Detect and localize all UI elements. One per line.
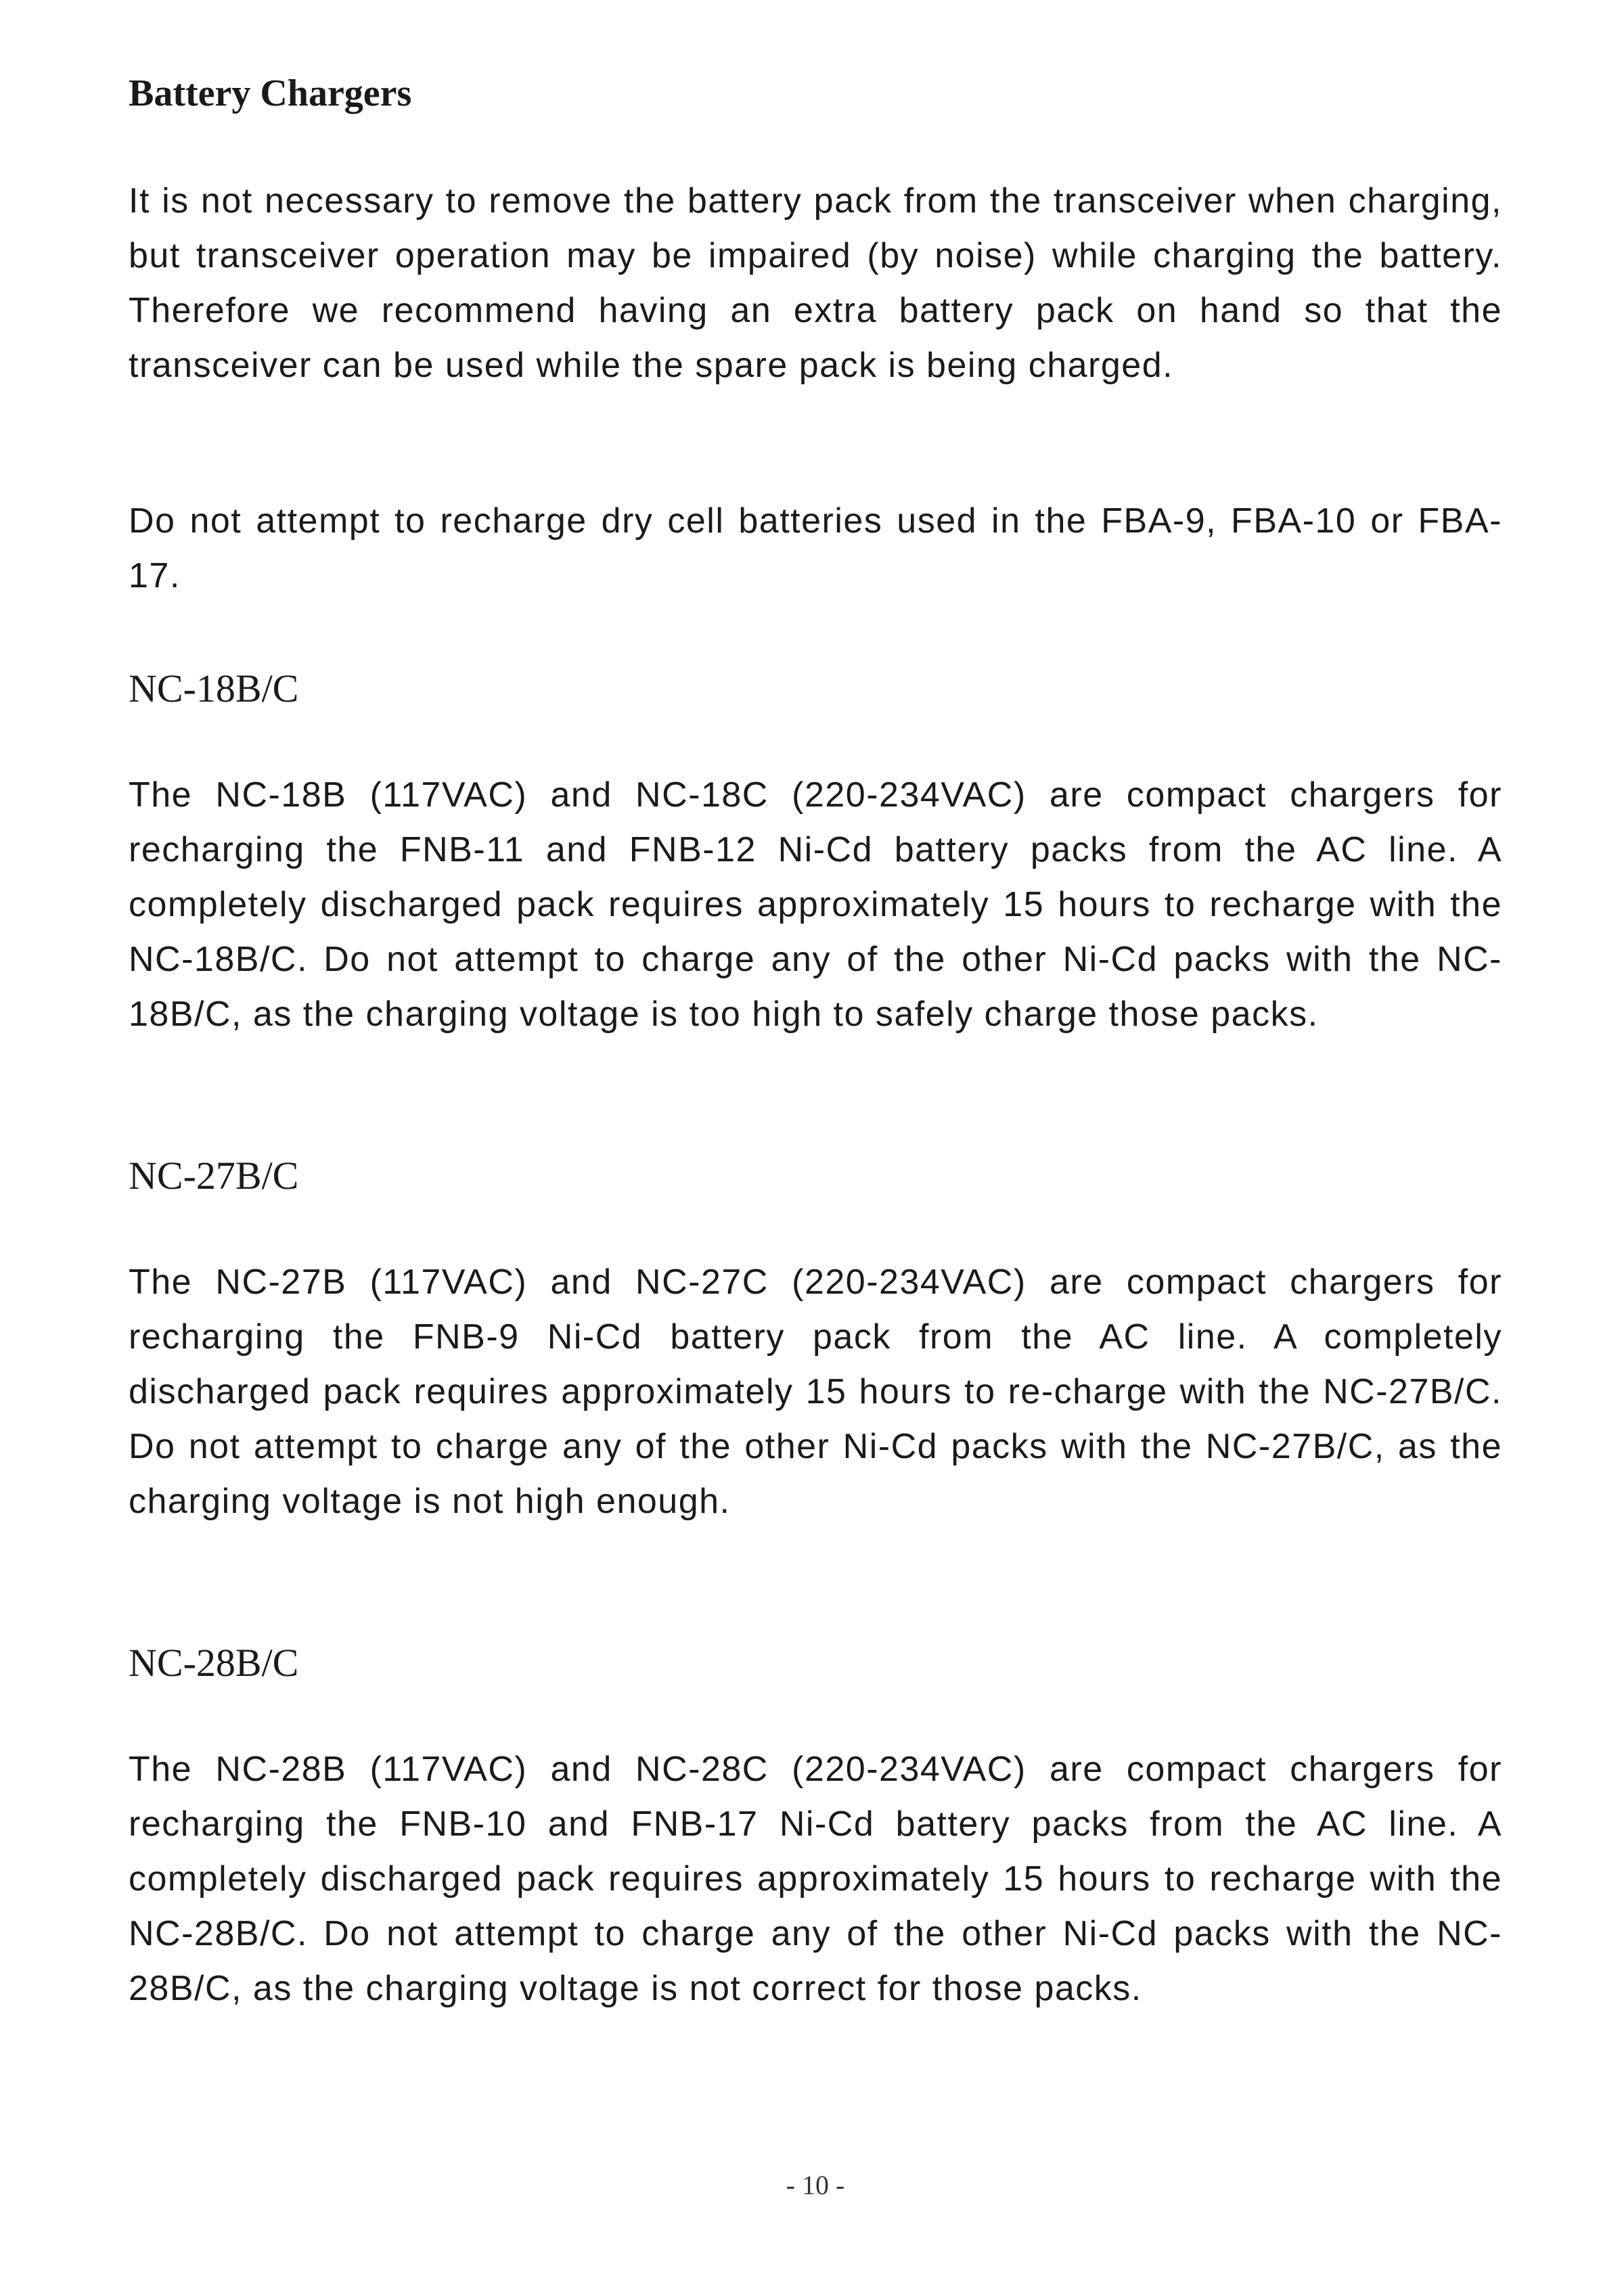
manual-page xyxy=(129,0,1502,2272)
section-heading-nc-27bc: NC-27B/C xyxy=(129,1154,299,1198)
section-body-nc-18bc: The NC-18B (117VAC) and NC-18C (220-234VAC) are compact chargers for recharging the FNB-11 and FNB-12 Ni-Cd battery packs from the AC line. A completely discharged pack requires approximately 15 hours to recharge with the NC-18B/C. Do not attempt to charge any of the other Ni-Cd packs with the NC-18B/C, as the charging voltage is too high to safely charge those packs. xyxy=(129,775,1502,1034)
page-number: - 10 - xyxy=(786,2170,845,2200)
section-body-nc-28bc: The NC-28B (117VAC) and NC-28C (220-234VAC) are compact chargers for recharging the FNB-10 and FNB-17 Ni-Cd battery packs from the AC line. A completely discharged pack requires approximately 15 hours to recharge with the NC-28B/C. Do not attempt to charge any of the other Ni-Cd packs with the NC-28B/C, as the charging voltage is not correct for those packs. xyxy=(129,1750,1502,2008)
intro-paragraph-charging: It is not necessary to remove the battery pack from the transceiver when charging, but transceiver operation may be impaired (by noise) while charging the battery. Therefore we recommend having an extra battery pack on hand so that the transceiver can be used while the spare pack is being charged. xyxy=(129,181,1502,385)
section-heading-nc-18bc: NC-18B/C xyxy=(129,666,299,710)
section-body-nc-27bc: The NC-27B (117VAC) and NC-27C (220-234VAC) are compact chargers for recharging the FNB-9 Ni-Cd battery pack from the AC line. A completely discharged pack requires approximately 15 hours to re-charge with the NC-27B/C. Do not attempt to charge any of the other Ni-Cd packs with the NC-27B/C, as the charging voltage is not high enough. xyxy=(129,1263,1502,1521)
section-heading-nc-28bc: NC-28B/C xyxy=(129,1641,299,1685)
page-title: Battery Chargers xyxy=(129,72,412,114)
intro-paragraph-dry-cell: Do not attempt to recharge dry cell batteries used in the FBA-9, FBA-10 or FBA-17. xyxy=(129,501,1502,595)
